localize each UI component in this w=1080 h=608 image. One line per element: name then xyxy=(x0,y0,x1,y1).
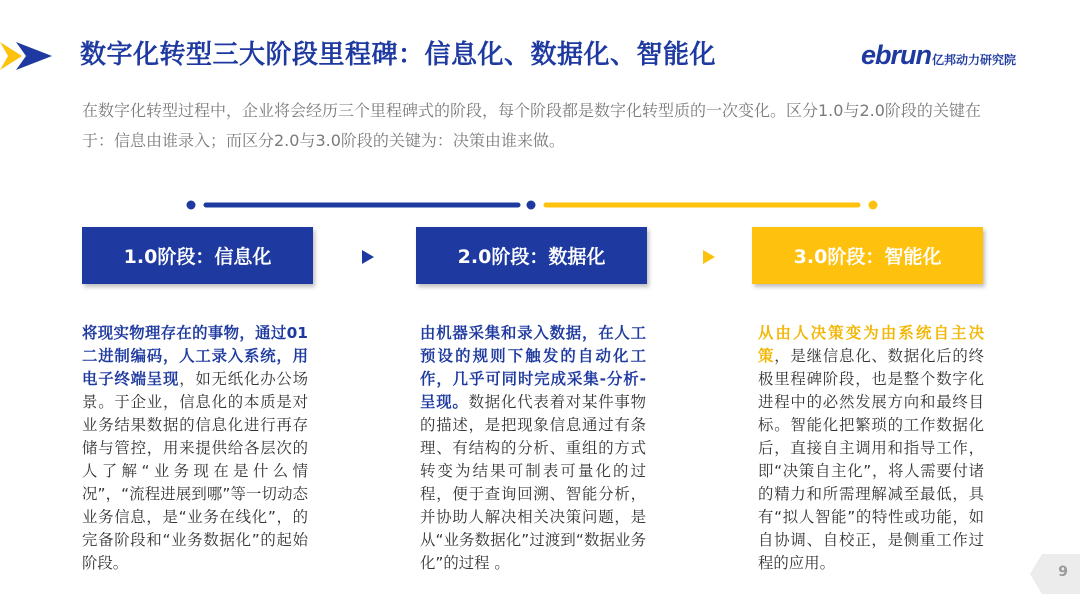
stage-2-body: 数据化代表着对某件事物的描述，是把现象信息通过有条理、有结构的分析、重组的方式转变为结果可制表可量化的过程，便于查询回溯、智能分析，并协助人解决相关决策问题，是从“业务数据化”过渡到“数据业务化”的过程 。 xyxy=(420,393,646,572)
stage-timeline xyxy=(0,196,1080,214)
stage-1-description xyxy=(82,322,308,575)
brand-subtitle: 亿邦动力研究院 xyxy=(931,53,1016,67)
page-title: 数字化转型三大阶段里程碑：信息化、数据化、智能化 xyxy=(80,40,717,70)
stage-3-body: ，是继信息化、数据化后的终极里程碑阶段，也是整个数字化进程中的必然发展方向和最终目标。智能化把繁琐的工作数据化后，直接自主调用和指导工作，即“决策自主化”，将人需要付诸的精力和所需理解减至最低，具有“拟人智能”的特性或功能，如自协调、自校正，是侧重工作过程的应用。 xyxy=(758,347,984,572)
chevron-right-icon xyxy=(703,250,715,264)
stage-1-highlight: 将现实物理存在的事物，通过01二进制编码，人工录入系统，用电子终端呈现 xyxy=(82,324,308,388)
page-number: 9 xyxy=(1058,564,1068,580)
stage-2-description xyxy=(420,322,646,575)
timeline-dot-3 xyxy=(869,201,878,210)
stage-2-highlight: 由机器采集和录入数据，在人工预设的规则下触发的自动化工作，几乎可同时完成采集-分析-呈现。 xyxy=(420,324,646,411)
timeline-dot-2 xyxy=(527,201,536,210)
stage-3-highlight: 从由人决策变为由系统自主决策 xyxy=(758,324,984,365)
page-number-badge xyxy=(1030,554,1080,594)
arrow-logo-icon xyxy=(0,36,60,76)
stage-1-header: 1.0阶段：信息化 xyxy=(82,227,313,284)
brand-name: ebrun xyxy=(860,40,931,70)
stage-3-header: 3.0阶段：智能化 xyxy=(752,227,983,284)
intro-paragraph: 在数字化转型过程中，企业将会经历三个里程碑式的阶段，每个阶段都是数字化转型质的一次变化。区分1.0与2.0阶段的关键在于：信息由谁录入；而区分2.0与3.0阶段的关键为：决策由谁来做。 xyxy=(82,101,981,150)
stage-1-body: ，如无纸化办公场景。于企业，信息化的本质是对业务结果数据的信息化进行再存储与管控，用来提供给各层次的人了解“业务现在是什么情况”，“流程进展到哪”等一切动态业务信息，是“业务在线化”，的完备阶段和“业务数据化”的起始阶段。 xyxy=(82,370,308,572)
stage-3-description xyxy=(758,322,984,575)
stage-2-header: 2.0阶段：数据化 xyxy=(416,227,647,284)
brand-logo xyxy=(861,40,1016,71)
timeline-dot-1 xyxy=(187,201,196,210)
chevron-right-icon xyxy=(362,250,374,264)
